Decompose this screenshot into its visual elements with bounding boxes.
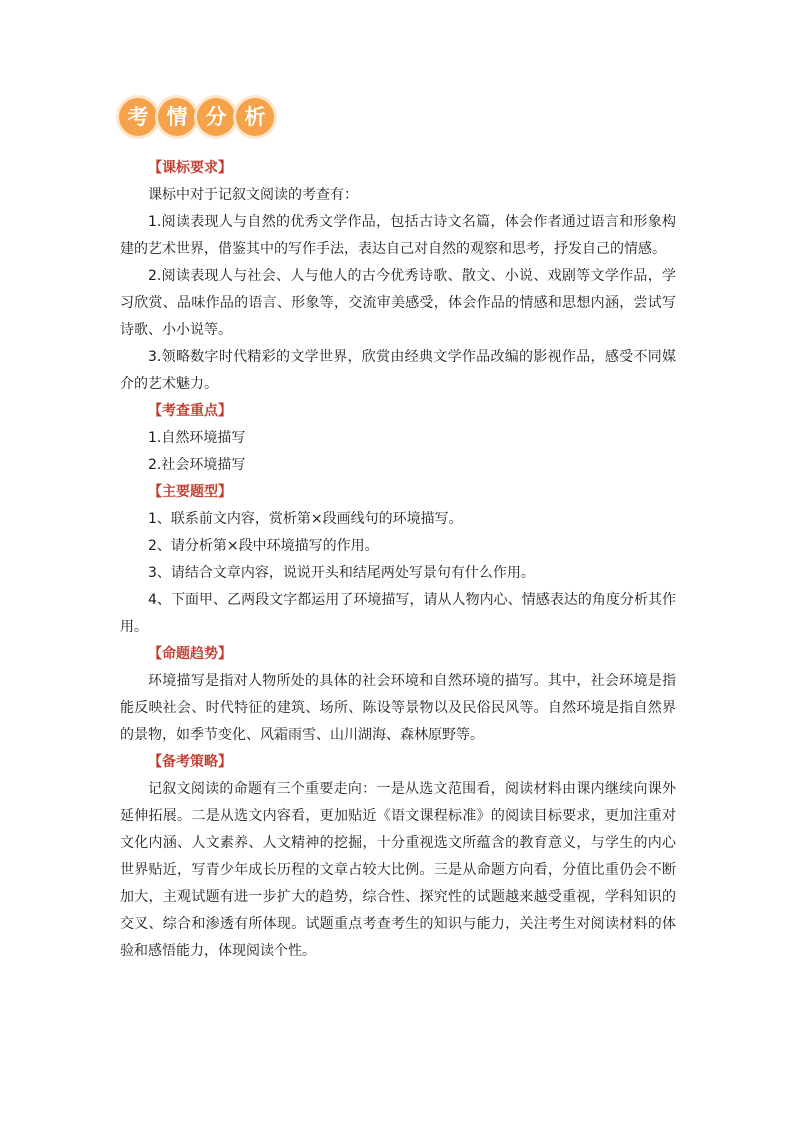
focus-item: 1.自然环境描写 (148, 430, 246, 446)
strategy-paragraph: 记叙文阅读的命题有三个重要走向：一是从选文范围看，阅读材料由课内继续向课外延伸拓展。二是从选文内容看，更加贴近《语文课程标准》的阅读目标要求，更加注重对文化内涵、人文素养、人文精神的挖掘，十分重视选文所蕴含的教育意义，与学生的内心世界贴近，写青少年成长历程的文章占较大比例。三是从命题方向看，分值比重仍会不断加大，主观试题有进一步扩大的趋势，综合性、探究性的试题越来越受重视，学科知识的交叉、综合和渗透有所体现。试题重点考查考生的知识与能力，关注考生对阅读材料的体验和感悟能力，体现阅读个性。 (120, 781, 676, 959)
question-type-item: 3、请结合文章内容，说说开头和结尾两处写景句有什么作用。 (148, 565, 535, 581)
trend-paragraph: 环境描写是指对人物所处的具体的社会环境和自然环境的描写。其中，社会环境是指能反映社会、时代特征的建筑、场所、陈设等景物以及民俗民风等。自然环境是指自然界的景物，如季节变化、风霜雨雪、山川湖海、森林原野等。 (120, 673, 676, 743)
banner-char: 考 (119, 98, 157, 136)
section-heading-requirements: 【课标要求】 (148, 160, 232, 176)
focus-item: 2.社会环境描写 (148, 457, 246, 473)
question-type-item: 2、请分析第×段中环境描写的作用。 (148, 538, 379, 554)
requirements-intro: 课标中对于记叙文阅读的考查有： (148, 187, 358, 203)
requirement-point: 3.领略数字时代精彩的文学世界，欣赏由经典文学作品改编的影视作品，感受不同媒介的艺术魅力。 (120, 349, 676, 392)
section-heading-types: 【主要题型】 (148, 484, 232, 500)
question-type-item: 4、下面甲、乙两段文字都运用了环境描写，请从人物内心、情感表达的角度分析其作用。 (120, 592, 676, 635)
requirement-point: 2.阅读表现人与社会、人与他人的古今优秀诗歌、散文、小说、戏剧等文学作品，学习欣赏、品味作品的语言、形象等，交流审美感受，体会作品的情感和思想内涵，尝试写诗歌、小小说等。 (120, 268, 676, 338)
banner-char: 析 (236, 98, 274, 136)
document-body (120, 155, 676, 965)
section-heading-strategy: 【备考策略】 (148, 754, 232, 770)
section-heading-trend: 【命题趋势】 (148, 646, 232, 662)
section-banner (119, 96, 275, 138)
question-type-item: 1、联系前文内容，赏析第×段画线句的环境描写。 (148, 511, 463, 527)
banner-char: 情 (158, 98, 196, 136)
section-heading-focus: 【考查重点】 (148, 403, 232, 419)
banner-char: 分 (197, 98, 235, 136)
requirement-point: 1.阅读表现人与自然的优秀文学作品，包括古诗文名篇，体会作者通过语言和形象构建的艺术世界，借鉴其中的写作手法，表达自己对自然的观察和思考，抒发自己的情感。 (120, 214, 676, 257)
